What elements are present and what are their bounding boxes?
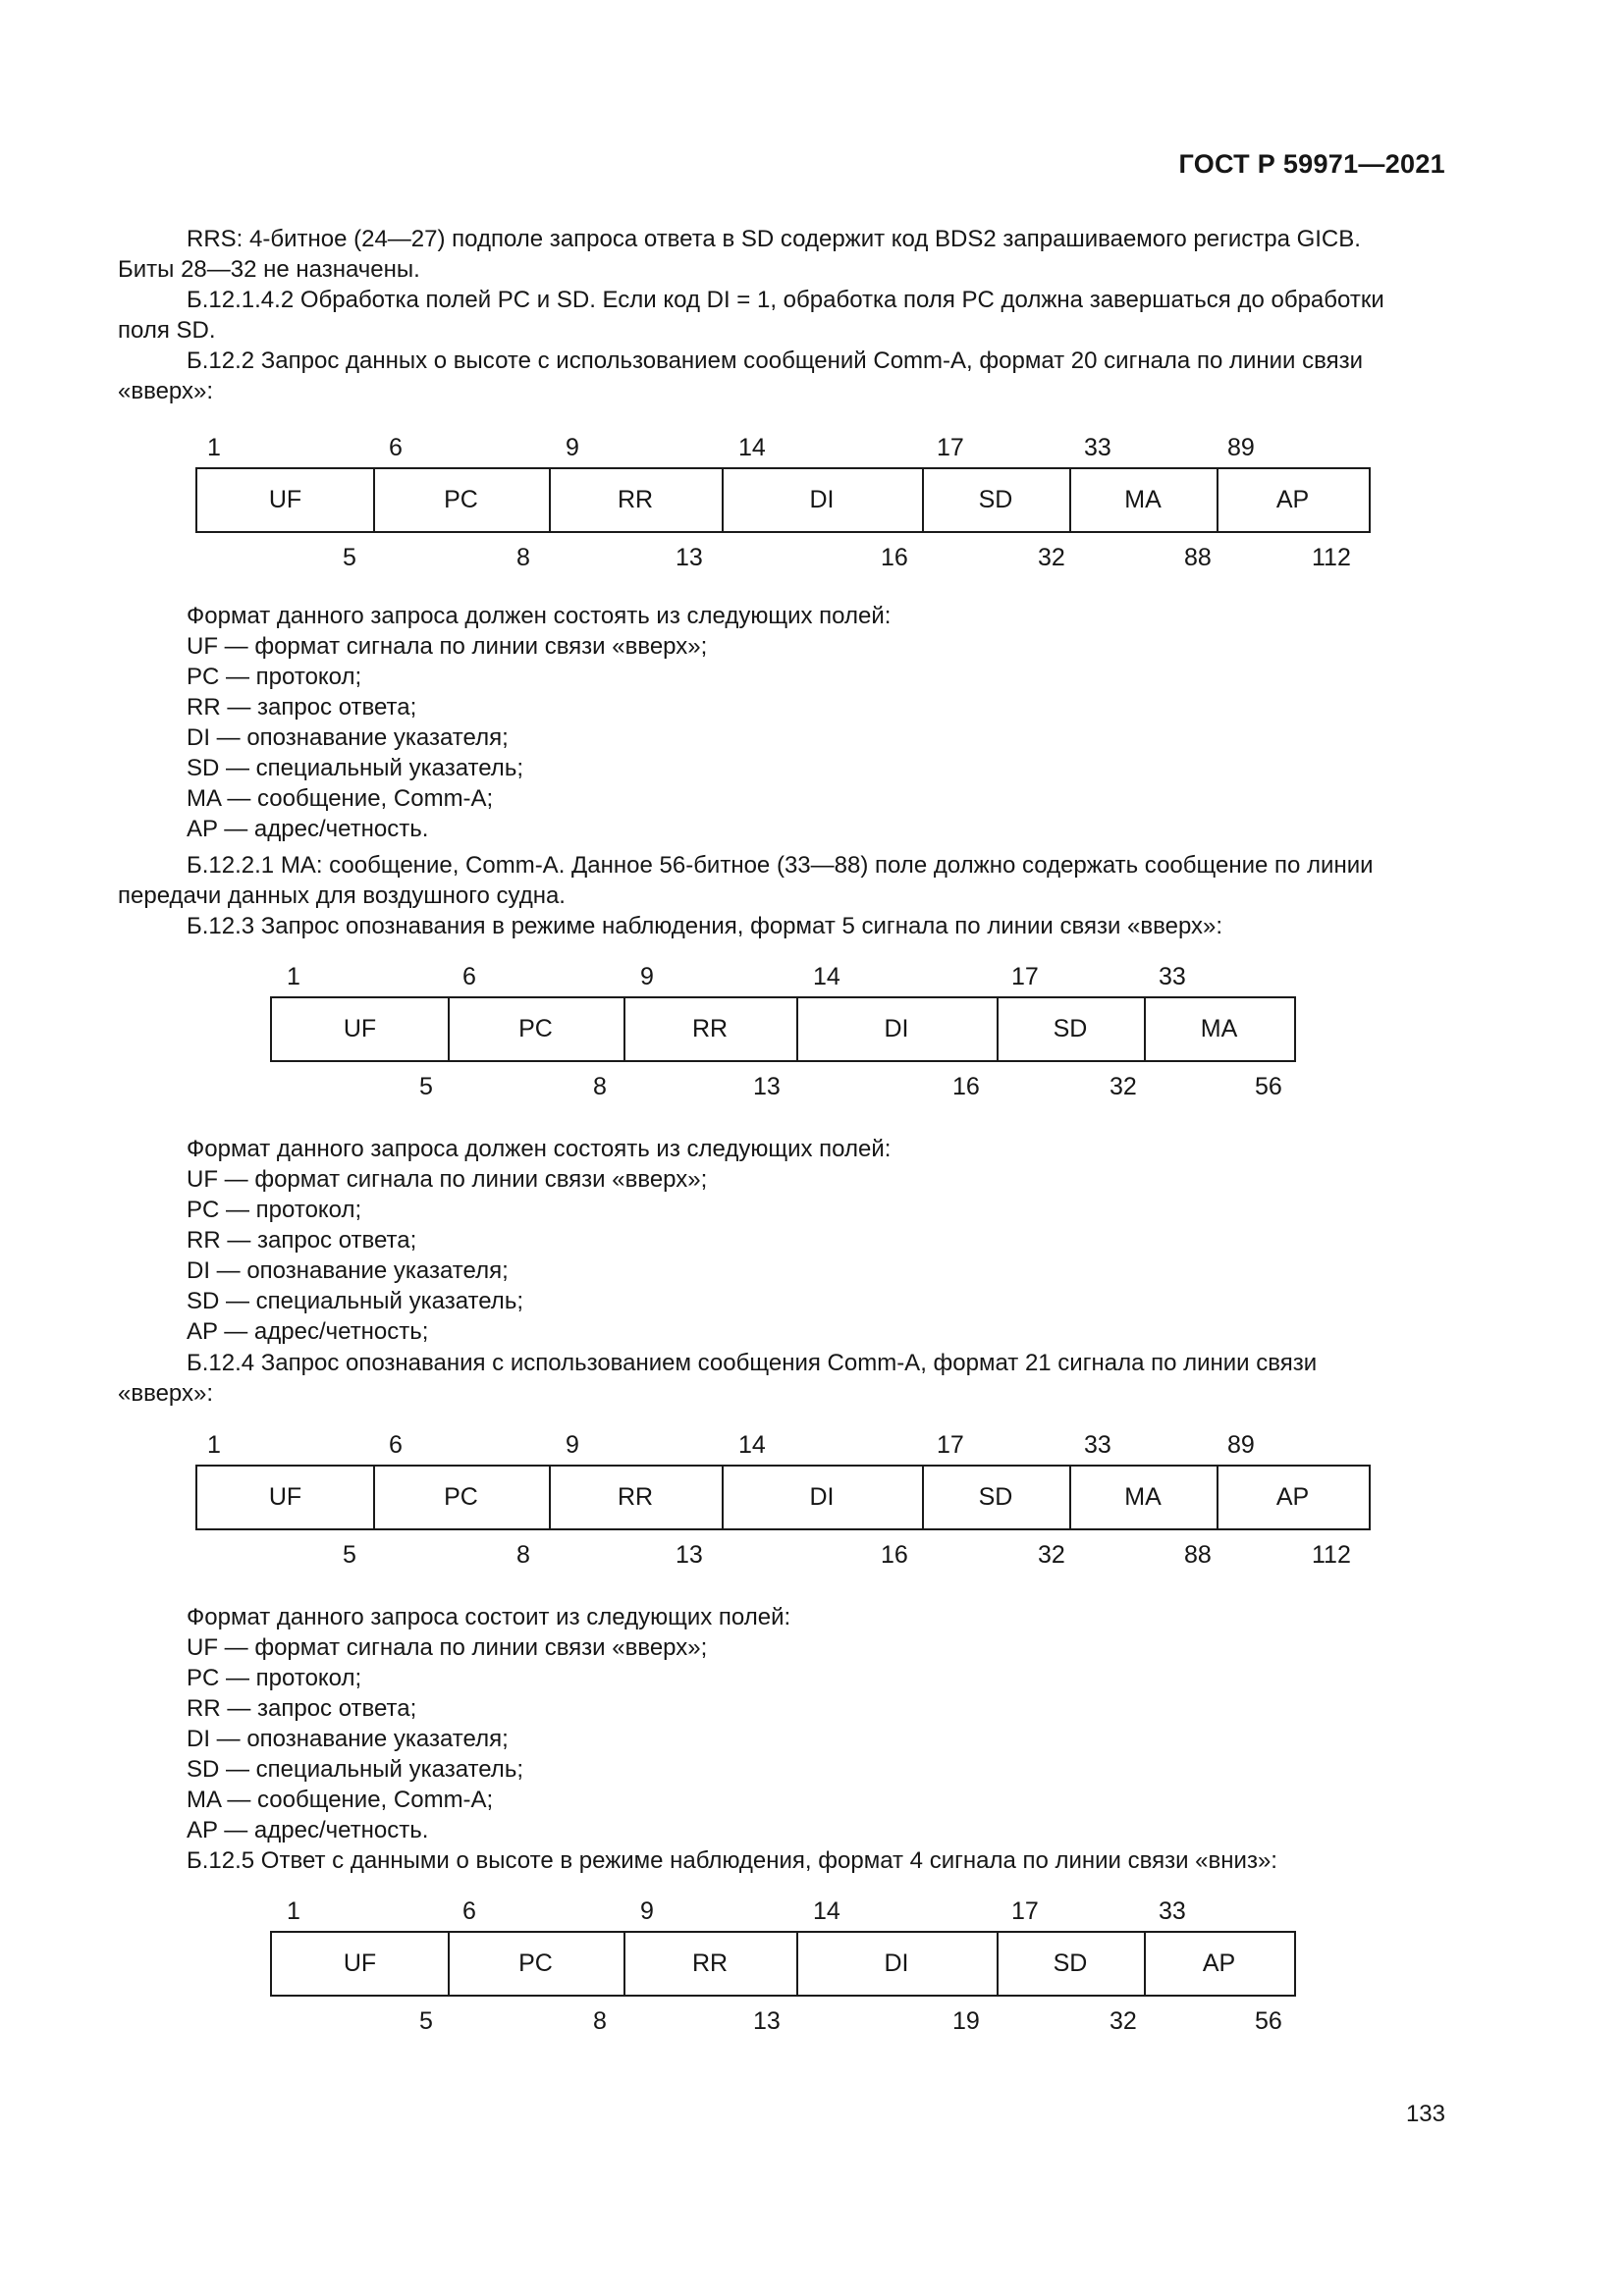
- start-bit-label: 1: [207, 434, 221, 461]
- end-bit-label: 8: [516, 1541, 530, 1569]
- field-sd: SD: [997, 996, 1146, 1062]
- start-bit-label: 6: [462, 963, 476, 990]
- paragraph-12-4-line2: «вверх»:: [118, 1380, 214, 1407]
- start-bit-label: 89: [1227, 1431, 1255, 1459]
- start-bit-label: 17: [1011, 963, 1039, 990]
- field-ma: MA: [1069, 467, 1218, 533]
- start-bit-label: 14: [738, 1431, 766, 1459]
- start-bit-label: 14: [813, 1897, 840, 1925]
- start-bit-label: 6: [462, 1897, 476, 1925]
- document-header: ГОСТ Р 59971—2021: [1178, 149, 1445, 179]
- field-di: DI: [722, 467, 924, 533]
- list-item: RR — запрос ответа;: [187, 1227, 417, 1254]
- list-item: UF — формат сигнала по линии связи «вверх»;: [187, 1166, 708, 1193]
- list-item: MA — сообщение, Comm-A;: [187, 1787, 494, 1813]
- start-bit-label: 1: [287, 963, 300, 990]
- paragraph-12-2-line1: Б.12.2 Запрос данных о высоте с использованием сообщений Comm-A, формат 20 сигнала по линии связи: [187, 347, 1363, 374]
- list-item: RR — запрос ответа;: [187, 1695, 417, 1722]
- field-rr: RR: [623, 996, 798, 1062]
- list-item: PC — протокол;: [187, 1197, 362, 1223]
- end-bit-label: 5: [343, 544, 356, 571]
- field-sd: SD: [922, 467, 1071, 533]
- end-bit-label: 5: [419, 2007, 433, 2035]
- list-item: DI — опознавание указателя;: [187, 1726, 509, 1752]
- list-item: UF — формат сигнала по линии связи «вверх»;: [187, 633, 708, 660]
- field-ma: MA: [1144, 996, 1296, 1062]
- start-bit-label: 33: [1159, 1897, 1186, 1925]
- field-pc: PC: [373, 467, 551, 533]
- field-di: DI: [796, 996, 999, 1062]
- end-bit-label: 16: [881, 1541, 908, 1569]
- start-bit-label: 9: [640, 1897, 654, 1925]
- end-bit-label: 112: [1312, 544, 1351, 571]
- start-bit-label: 17: [937, 1431, 964, 1459]
- start-bit-label: 14: [738, 434, 766, 461]
- end-bit-label: 13: [676, 1541, 703, 1569]
- end-bit-label: 32: [1110, 2007, 1137, 2035]
- list-intro: Формат данного запроса состоит из следующих полей:: [187, 1604, 791, 1630]
- start-bit-label: 1: [207, 1431, 221, 1459]
- list-item: DI — опознавание указателя;: [187, 724, 509, 751]
- page-number: 133: [1405, 2101, 1445, 2127]
- list-intro: Формат данного запроса должен состоять из следующих полей:: [187, 603, 892, 629]
- paragraph-12-4-line1: Б.12.4 Запрос опознавания с использованием сообщения Comm-A, формат 21 сигнала по линии связи: [187, 1350, 1318, 1376]
- end-bit-label: 88: [1184, 1541, 1212, 1569]
- list-item: PC — протокол;: [187, 1665, 362, 1691]
- list-item: AP — адрес/четность;: [187, 1318, 429, 1345]
- list-item: RR — запрос ответа;: [187, 694, 417, 721]
- start-bit-label: 33: [1084, 434, 1111, 461]
- end-bit-label: 88: [1184, 544, 1212, 571]
- field-rr: RR: [623, 1931, 798, 1997]
- start-bit-label: 9: [566, 434, 579, 461]
- list-item: SD — специальный указатель;: [187, 1756, 523, 1783]
- list-item: PC — протокол;: [187, 664, 362, 690]
- end-bit-label: 13: [753, 1073, 781, 1100]
- field-sd: SD: [997, 1931, 1146, 1997]
- end-bit-label: 5: [419, 1073, 433, 1100]
- end-bit-label: 56: [1255, 2007, 1282, 2035]
- end-bit-label: 32: [1038, 1541, 1065, 1569]
- paragraph-12-1-4-2-line1: Б.12.1.4.2 Обработка полей PC и SD. Если код DI = 1, обработка поля PC должна завершаться до обработки: [187, 287, 1384, 313]
- field-uf: UF: [270, 1931, 450, 1997]
- field-sd: SD: [922, 1465, 1071, 1530]
- list-item: MA — сообщение, Comm-A;: [187, 785, 494, 812]
- field-ap: AP: [1217, 1465, 1371, 1530]
- paragraph-12-2-line2: «вверх»:: [118, 378, 214, 404]
- field-uf: UF: [195, 467, 375, 533]
- end-bit-label: 32: [1110, 1073, 1137, 1100]
- field-uf: UF: [270, 996, 450, 1062]
- list-intro: Формат данного запроса должен состоять из следующих полей:: [187, 1136, 892, 1162]
- list-item: AP — адрес/четность.: [187, 816, 429, 842]
- end-bit-label: 56: [1255, 1073, 1282, 1100]
- start-bit-label: 89: [1227, 434, 1255, 461]
- field-ap: AP: [1144, 1931, 1296, 1997]
- list-item: SD — специальный указатель;: [187, 1288, 523, 1314]
- end-bit-label: 8: [516, 544, 530, 571]
- field-pc: PC: [373, 1465, 551, 1530]
- list-item: AP — адрес/четность.: [187, 1817, 429, 1843]
- end-bit-label: 8: [593, 1073, 607, 1100]
- end-bit-label: 13: [676, 544, 703, 571]
- start-bit-label: 33: [1159, 963, 1186, 990]
- field-uf: UF: [195, 1465, 375, 1530]
- end-bit-label: 112: [1312, 1541, 1351, 1569]
- end-bit-label: 19: [952, 2007, 980, 2035]
- field-di: DI: [722, 1465, 924, 1530]
- start-bit-label: 9: [640, 963, 654, 990]
- end-bit-label: 8: [593, 2007, 607, 2035]
- paragraph-12-2-1-line2: передачи данных для воздушного судна.: [118, 882, 566, 909]
- paragraph-12-5: Б.12.5 Ответ с данными о высоте в режиме наблюдения, формат 4 сигнала по линии связи «вниз»:: [187, 1847, 1277, 1874]
- paragraph-12-1-4-2-line2: поля SD.: [118, 317, 216, 344]
- field-ap: AP: [1217, 467, 1371, 533]
- start-bit-label: 6: [389, 1431, 403, 1459]
- start-bit-label: 33: [1084, 1431, 1111, 1459]
- end-bit-label: 13: [753, 2007, 781, 2035]
- end-bit-label: 16: [881, 544, 908, 571]
- paragraph-rrs-line2: Биты 28—32 не назначены.: [118, 256, 420, 283]
- paragraph-12-3: Б.12.3 Запрос опознавания в режиме наблюдения, формат 5 сигнала по линии связи «вверх»:: [187, 913, 1223, 939]
- field-ma: MA: [1069, 1465, 1218, 1530]
- field-pc: PC: [448, 996, 625, 1062]
- start-bit-label: 6: [389, 434, 403, 461]
- field-pc: PC: [448, 1931, 625, 1997]
- field-rr: RR: [549, 467, 724, 533]
- list-item: DI — опознавание указателя;: [187, 1257, 509, 1284]
- end-bit-label: 16: [952, 1073, 980, 1100]
- end-bit-label: 5: [343, 1541, 356, 1569]
- start-bit-label: 17: [937, 434, 964, 461]
- list-item: SD — специальный указатель;: [187, 755, 523, 781]
- field-rr: RR: [549, 1465, 724, 1530]
- list-item: UF — формат сигнала по линии связи «вверх»;: [187, 1634, 708, 1661]
- end-bit-label: 32: [1038, 544, 1065, 571]
- field-di: DI: [796, 1931, 999, 1997]
- start-bit-label: 14: [813, 963, 840, 990]
- start-bit-label: 17: [1011, 1897, 1039, 1925]
- start-bit-label: 9: [566, 1431, 579, 1459]
- paragraph-12-2-1-line1: Б.12.2.1 MA: сообщение, Comm-A. Данное 56-битное (33—88) поле должно содержать сообщение по линии: [187, 852, 1374, 879]
- paragraph-rrs-line1: RRS: 4-битное (24—27) подполе запроса ответа в SD содержит код BDS2 запрашиваемого регистра GICB.: [187, 226, 1361, 252]
- start-bit-label: 1: [287, 1897, 300, 1925]
